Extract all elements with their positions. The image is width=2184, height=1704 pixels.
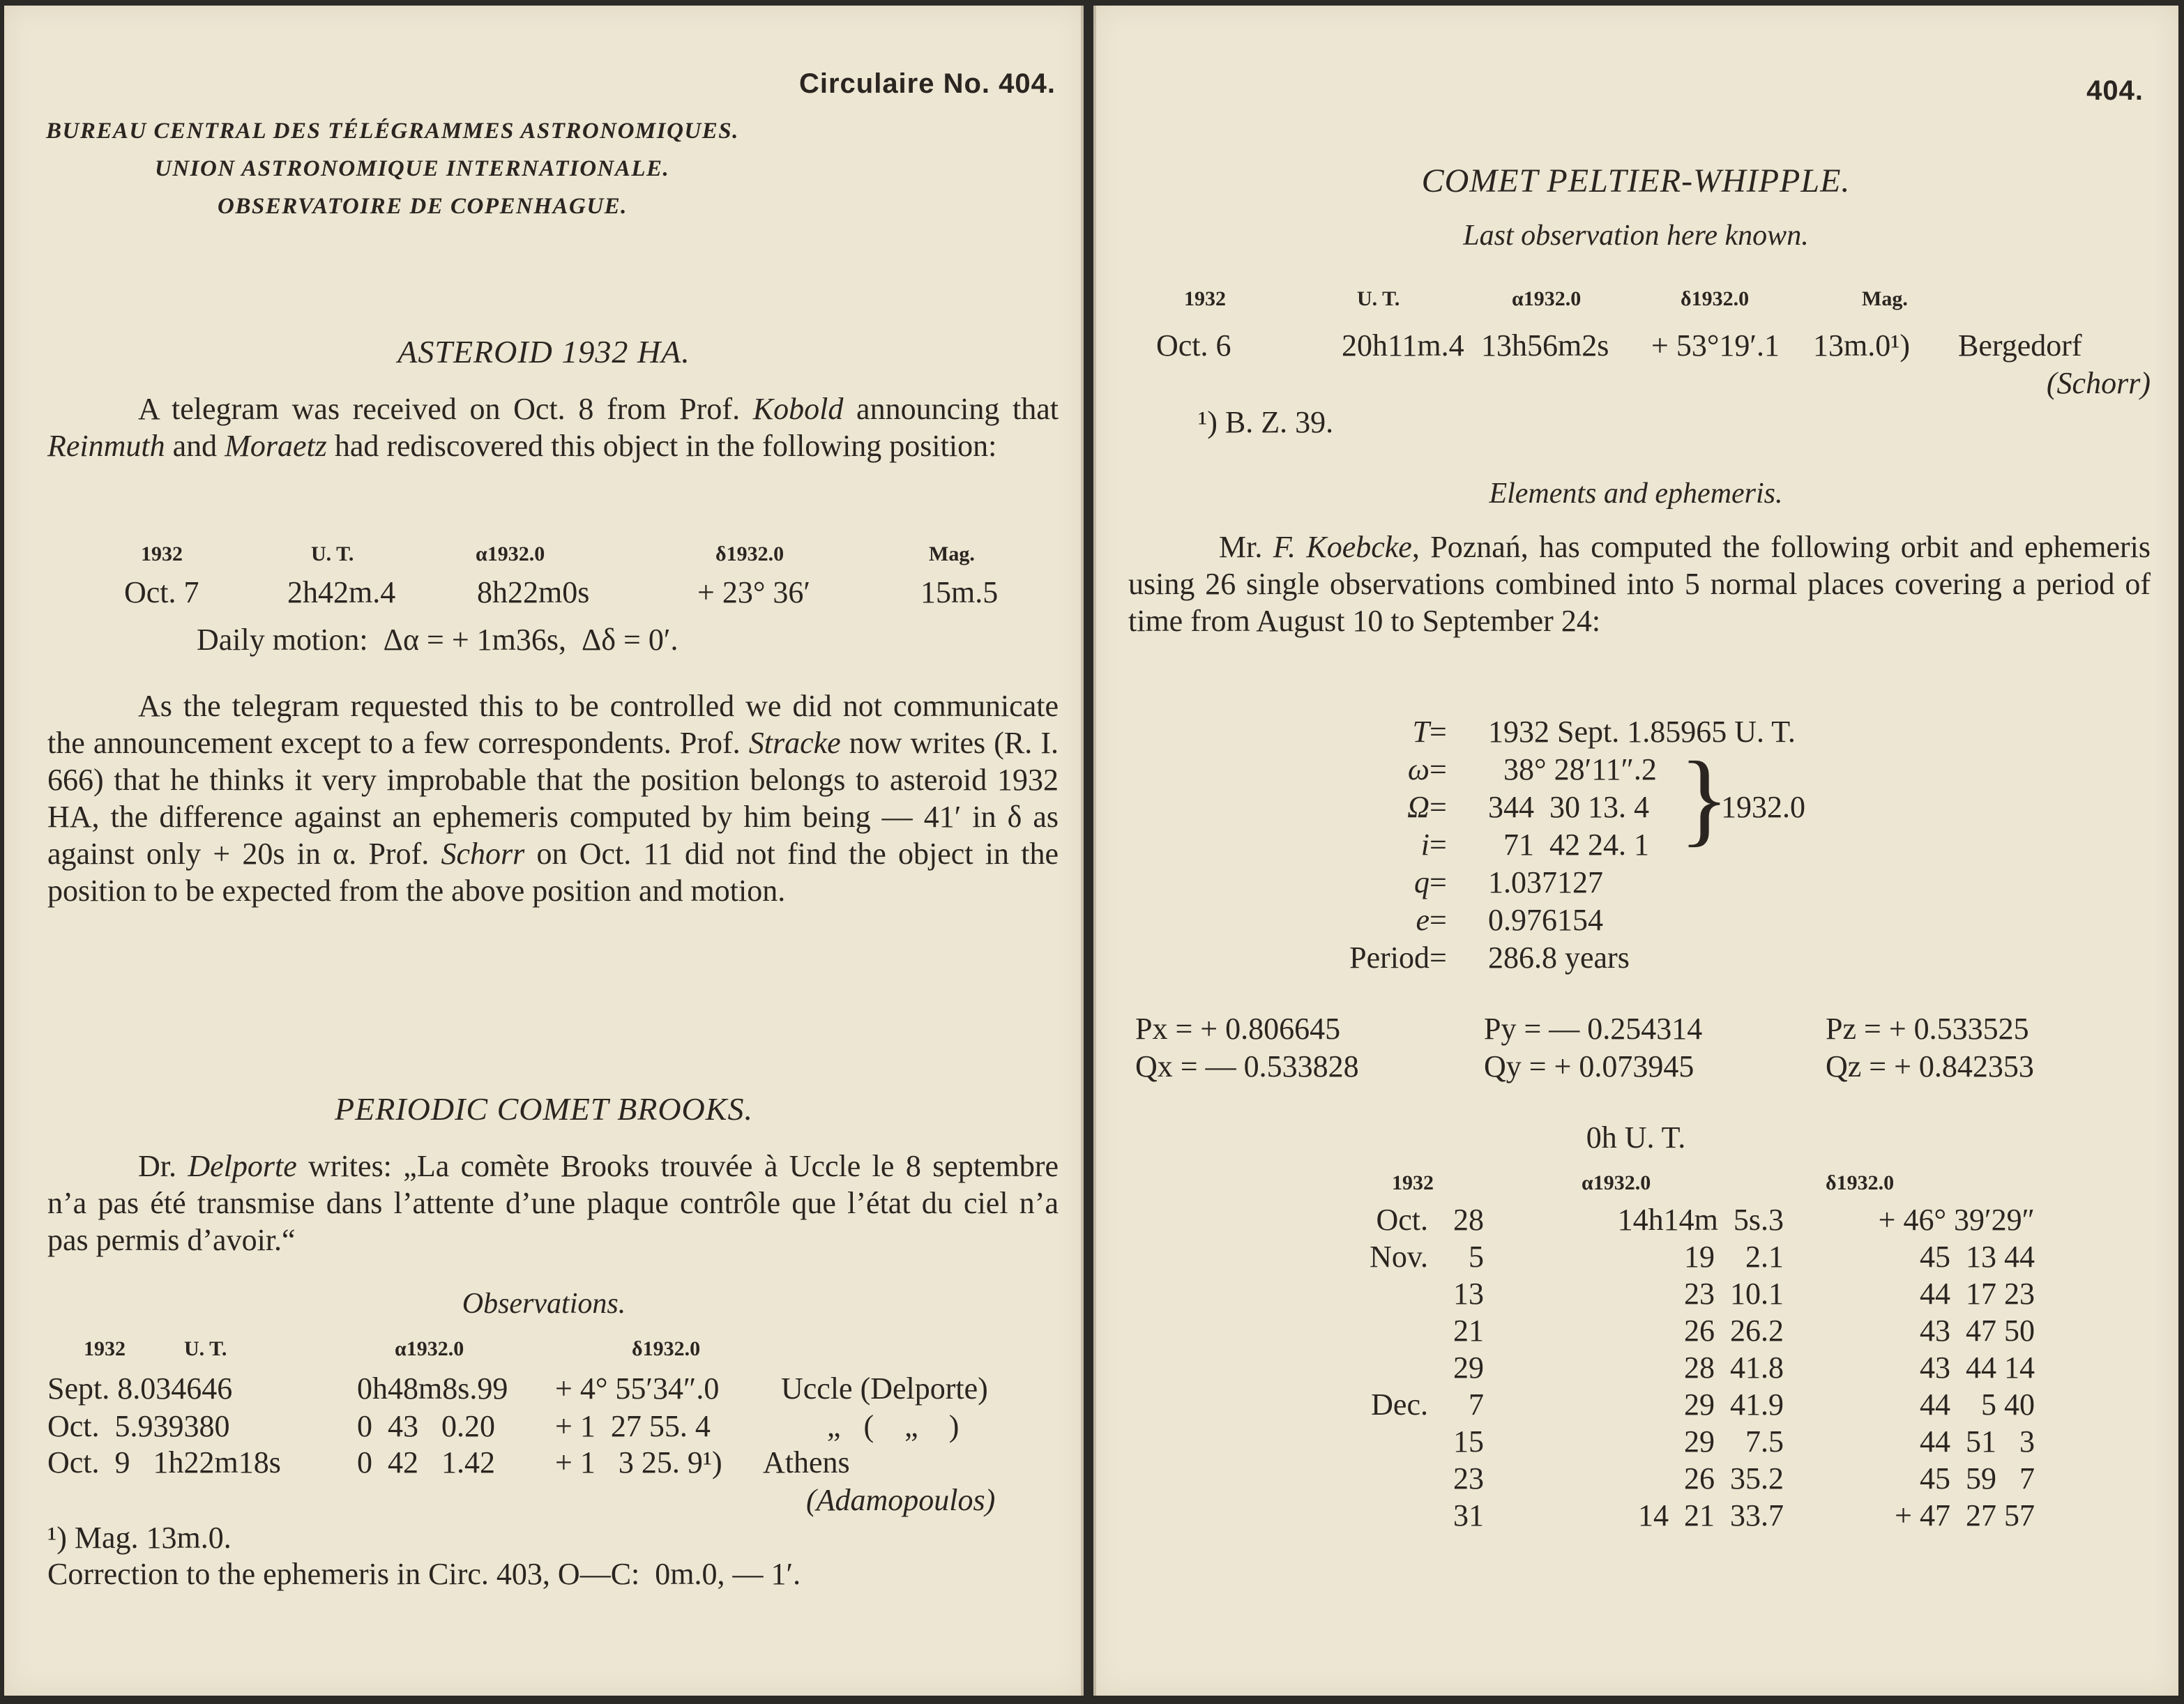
eph-dec: 43 47 50 bbox=[1920, 1314, 2035, 1348]
element-symbol: q bbox=[1414, 865, 1430, 899]
daily-motion: Daily motion: Δα = + 1m36s, Δδ = 0′. bbox=[197, 623, 678, 657]
pw-mag: 13m.0¹) bbox=[1813, 328, 1911, 363]
pw-header-ut: U. T. bbox=[1357, 287, 1400, 310]
eph-ra: 14h14m 5s.3 bbox=[1617, 1203, 1784, 1237]
vector-qy: Qy = + 0.073945 bbox=[1484, 1049, 1694, 1083]
eph-dec: 43 44 14 bbox=[1920, 1351, 2035, 1385]
eph-day: 23 bbox=[1453, 1461, 1484, 1496]
observations-title: Observations. bbox=[462, 1288, 626, 1320]
eph-ra: 29 41.9 bbox=[1684, 1387, 1784, 1422]
obs-row-1-ra: 0h48m8s.99 bbox=[357, 1371, 508, 1406]
element-value: 1.037127 bbox=[1488, 865, 1603, 899]
vector-qx: Qx = — 0.533828 bbox=[1135, 1049, 1359, 1083]
eph-day: 13 bbox=[1453, 1277, 1484, 1311]
element-equals: = bbox=[1430, 715, 1447, 749]
gutter-shadow bbox=[1081, 6, 1084, 1696]
pw-header-ra: α1932.0 bbox=[1512, 287, 1582, 310]
vector-px: Px = + 0.806645 bbox=[1135, 1012, 1341, 1046]
vector-py: Py = — 0.254314 bbox=[1484, 1012, 1703, 1046]
eph-day: 5 bbox=[1469, 1240, 1484, 1274]
element-equals: = bbox=[1430, 903, 1447, 937]
element-value: 0.976154 bbox=[1488, 903, 1603, 937]
asteroid-paragraph-2: As the telegram requested this to be controlled we did not communicate the announcement except to a few correspondents. Prof. Stracke now writes (R. I. 666) that he thinks it very improbable that the position belongs to asteroid 1932 HA, the difference against an ephemeris computed by him being — 41′ in δ as against only + 20s in α. Prof. Schorr on Oct. 11 did not find the object in the position to be expected from the above position and motion. bbox=[47, 689, 1059, 908]
eph-day: 21 bbox=[1453, 1314, 1484, 1348]
obs-header-year: 1932 bbox=[84, 1337, 126, 1360]
eph-ra: 23 10.1 bbox=[1684, 1277, 1784, 1311]
bureau-line-3: OBSERVATOIRE DE COPENHAGUE. bbox=[218, 194, 628, 219]
eph-dec: 45 59 7 bbox=[1920, 1461, 2035, 1496]
eph-dec: 45 13 44 bbox=[1920, 1240, 2035, 1274]
element-value: 286.8 years bbox=[1488, 941, 1630, 975]
right-page bbox=[1093, 6, 2178, 1696]
vector-pz: Pz = + 0.533525 bbox=[1826, 1012, 2029, 1046]
bureau-line-2: UNION ASTRONOMIQUE INTERNATIONALE. bbox=[155, 156, 670, 181]
eph-day: 31 bbox=[1453, 1498, 1484, 1532]
obs-row-2-station: „ ( „ ) bbox=[827, 1409, 960, 1443]
pw-footnote: ¹) B. Z. 39. bbox=[1198, 405, 1334, 439]
eph-ra: 26 26.2 bbox=[1684, 1314, 1784, 1348]
asteroid-dec: + 23° 36′ bbox=[697, 575, 811, 609]
elements-title: Elements and ephemeris. bbox=[1489, 478, 1783, 510]
asteroid-ut: 2h42m.4 bbox=[287, 575, 396, 609]
page-number: 404. bbox=[2086, 75, 2144, 106]
element-symbol: Ω bbox=[1407, 790, 1430, 824]
obs-row-1-dec: + 4° 55′34″.0 bbox=[555, 1371, 720, 1406]
elements-paragraph: Mr. F. Koebcke, Poznań, has computed the following orbit and ephemeris using 26 single observations combined into 5 normal places covering a period of time from August 10 to September 24: bbox=[1128, 530, 2151, 638]
circular-title: Circulaire No. 404. bbox=[798, 68, 1056, 99]
pw-header-year: 1932 bbox=[1184, 287, 1226, 310]
eph-ra: 14 21 33.7 bbox=[1638, 1498, 1784, 1532]
element-value: 71 42 24. 1 bbox=[1488, 828, 1649, 862]
asteroid-paragraph-1: A telegram was received on Oct. 8 from Prof. Kobold announcing that Reinmuth and Moraetz had rediscovered this object in the following position: bbox=[47, 392, 1059, 463]
element-value: 38° 28′11″.2 bbox=[1488, 752, 1657, 786]
gutter-shadow bbox=[1093, 6, 1096, 1696]
observer-adamopoulos: (Adamopoulos) bbox=[806, 1483, 996, 1517]
eph-month: Dec. bbox=[1371, 1387, 1428, 1422]
eph-header-ra: α1932.0 bbox=[1582, 1171, 1651, 1194]
obs-row-2-dec: + 1 27 55. 4 bbox=[555, 1409, 711, 1443]
brooks-paragraph: Dr. Delporte writes: „La comète Brooks trouvée à Uccle le 8 septembre n’a pas été transmise dans l’attente d’une plaque contrôle que l’état du ciel n’a pas permis d’avoir.“ bbox=[47, 1149, 1059, 1257]
col-header-ra: α1932.0 bbox=[476, 542, 545, 565]
eph-day: 29 bbox=[1453, 1351, 1484, 1385]
eph-day: 28 bbox=[1453, 1203, 1484, 1237]
ephemeris-correction: Correction to the ephemeris in Circ. 403, O—C: 0m.0, — 1′. bbox=[47, 1557, 801, 1591]
asteroid-ra: 8h22m0s bbox=[477, 575, 590, 609]
eph-dec: + 47 27 57 bbox=[1895, 1498, 2035, 1532]
asteroid-mag: 15m.5 bbox=[920, 575, 999, 609]
obs-header-ut: U. T. bbox=[184, 1337, 227, 1360]
brooks-footnote: ¹) Mag. 13m.0. bbox=[47, 1521, 232, 1555]
eph-day: 7 bbox=[1469, 1387, 1484, 1422]
asteroid-date: Oct. 7 bbox=[124, 575, 199, 609]
eph-ra: 26 35.2 bbox=[1684, 1461, 1784, 1496]
right-brace: } bbox=[1679, 740, 1729, 856]
obs-header-ra: α1932.0 bbox=[395, 1337, 464, 1360]
pw-ra: 13h56m2s bbox=[1481, 328, 1609, 363]
element-symbol: T bbox=[1412, 715, 1430, 749]
element-symbol: Period bbox=[1349, 941, 1430, 975]
col-header-mag: Mag. bbox=[929, 542, 975, 565]
element-symbol: ω bbox=[1407, 752, 1430, 786]
pw-date: Oct. 6 bbox=[1156, 328, 1231, 363]
eph-ra: 28 41.8 bbox=[1684, 1351, 1784, 1385]
obs-row-1-station: Uccle (Delporte) bbox=[781, 1371, 988, 1406]
vector-qz: Qz = + 0.842353 bbox=[1826, 1049, 2034, 1083]
col-header-year: 1932 bbox=[141, 542, 183, 565]
bureau-line-1: BUREAU CENTRAL DES TÉLÉGRAMMES ASTRONOMIQUES. bbox=[46, 119, 739, 144]
element-equals: = bbox=[1430, 828, 1447, 862]
eph-ra: 19 2.1 bbox=[1684, 1240, 1784, 1274]
obs-row-1-date: Sept. 8.034646 bbox=[47, 1371, 233, 1406]
eph-day: 15 bbox=[1453, 1424, 1484, 1459]
obs-header-dec: δ1932.0 bbox=[632, 1337, 701, 1360]
pw-dec: + 53°19′.1 bbox=[1651, 328, 1780, 363]
element-equals: = bbox=[1430, 752, 1447, 786]
equinox-label: 1932.0 bbox=[1721, 790, 1805, 824]
element-symbol: e bbox=[1416, 903, 1430, 937]
pw-ut: 20h11m.4 bbox=[1342, 328, 1464, 363]
eph-header-dec: δ1932.0 bbox=[1826, 1171, 1895, 1194]
eph-month: Nov. bbox=[1370, 1240, 1428, 1274]
eph-ra: 29 7.5 bbox=[1684, 1424, 1784, 1459]
eph-dec: 44 5 40 bbox=[1920, 1387, 2035, 1422]
element-equals: = bbox=[1430, 790, 1447, 824]
obs-row-3-station: Athens bbox=[763, 1445, 850, 1479]
obs-row-2-date: Oct. 5.939380 bbox=[47, 1409, 230, 1443]
eph-dec: + 46° 39′29″ bbox=[1878, 1203, 2035, 1237]
eph-dec: 44 17 23 bbox=[1920, 1277, 2035, 1311]
peltier-whipple-heading: COMET PELTIER-WHIPPLE. bbox=[1421, 162, 1851, 199]
left-page bbox=[4, 6, 1084, 1696]
eph-header-year: 1932 bbox=[1392, 1171, 1434, 1194]
pw-header-mag: Mag. bbox=[1862, 287, 1908, 310]
ephemeris-title: 0h U. T. bbox=[1586, 1120, 1686, 1155]
asteroid-heading: ASTEROID 1932 HA. bbox=[397, 334, 690, 370]
obs-row-3-ra: 0 42 1.42 bbox=[357, 1445, 495, 1479]
element-value: 344 30 13. 4 bbox=[1488, 790, 1649, 824]
pw-header-dec: δ1932.0 bbox=[1681, 287, 1750, 310]
obs-row-3-dec: + 1 3 25. 9¹) bbox=[555, 1445, 722, 1479]
element-equals: = bbox=[1430, 941, 1447, 975]
last-observation-title: Last observation here known. bbox=[1463, 220, 1809, 252]
pw-station: Bergedorf bbox=[1958, 328, 2082, 363]
col-header-ut: U. T. bbox=[311, 542, 354, 565]
brooks-heading: PERIODIC COMET BROOKS. bbox=[335, 1091, 753, 1127]
pw-observer: (Schorr) bbox=[2046, 366, 2151, 400]
element-symbol: i bbox=[1420, 828, 1430, 862]
eph-dec: 44 51 3 bbox=[1920, 1424, 2035, 1459]
col-header-dec: δ1932.0 bbox=[715, 542, 784, 565]
element-value: 1932 Sept. 1.85965 U. T. bbox=[1488, 715, 1796, 749]
obs-row-3-date: Oct. 9 1h22m18s bbox=[47, 1445, 281, 1479]
element-equals: = bbox=[1430, 865, 1447, 899]
eph-month: Oct. bbox=[1376, 1203, 1428, 1237]
obs-row-2-ra: 0 43 0.20 bbox=[357, 1409, 495, 1443]
